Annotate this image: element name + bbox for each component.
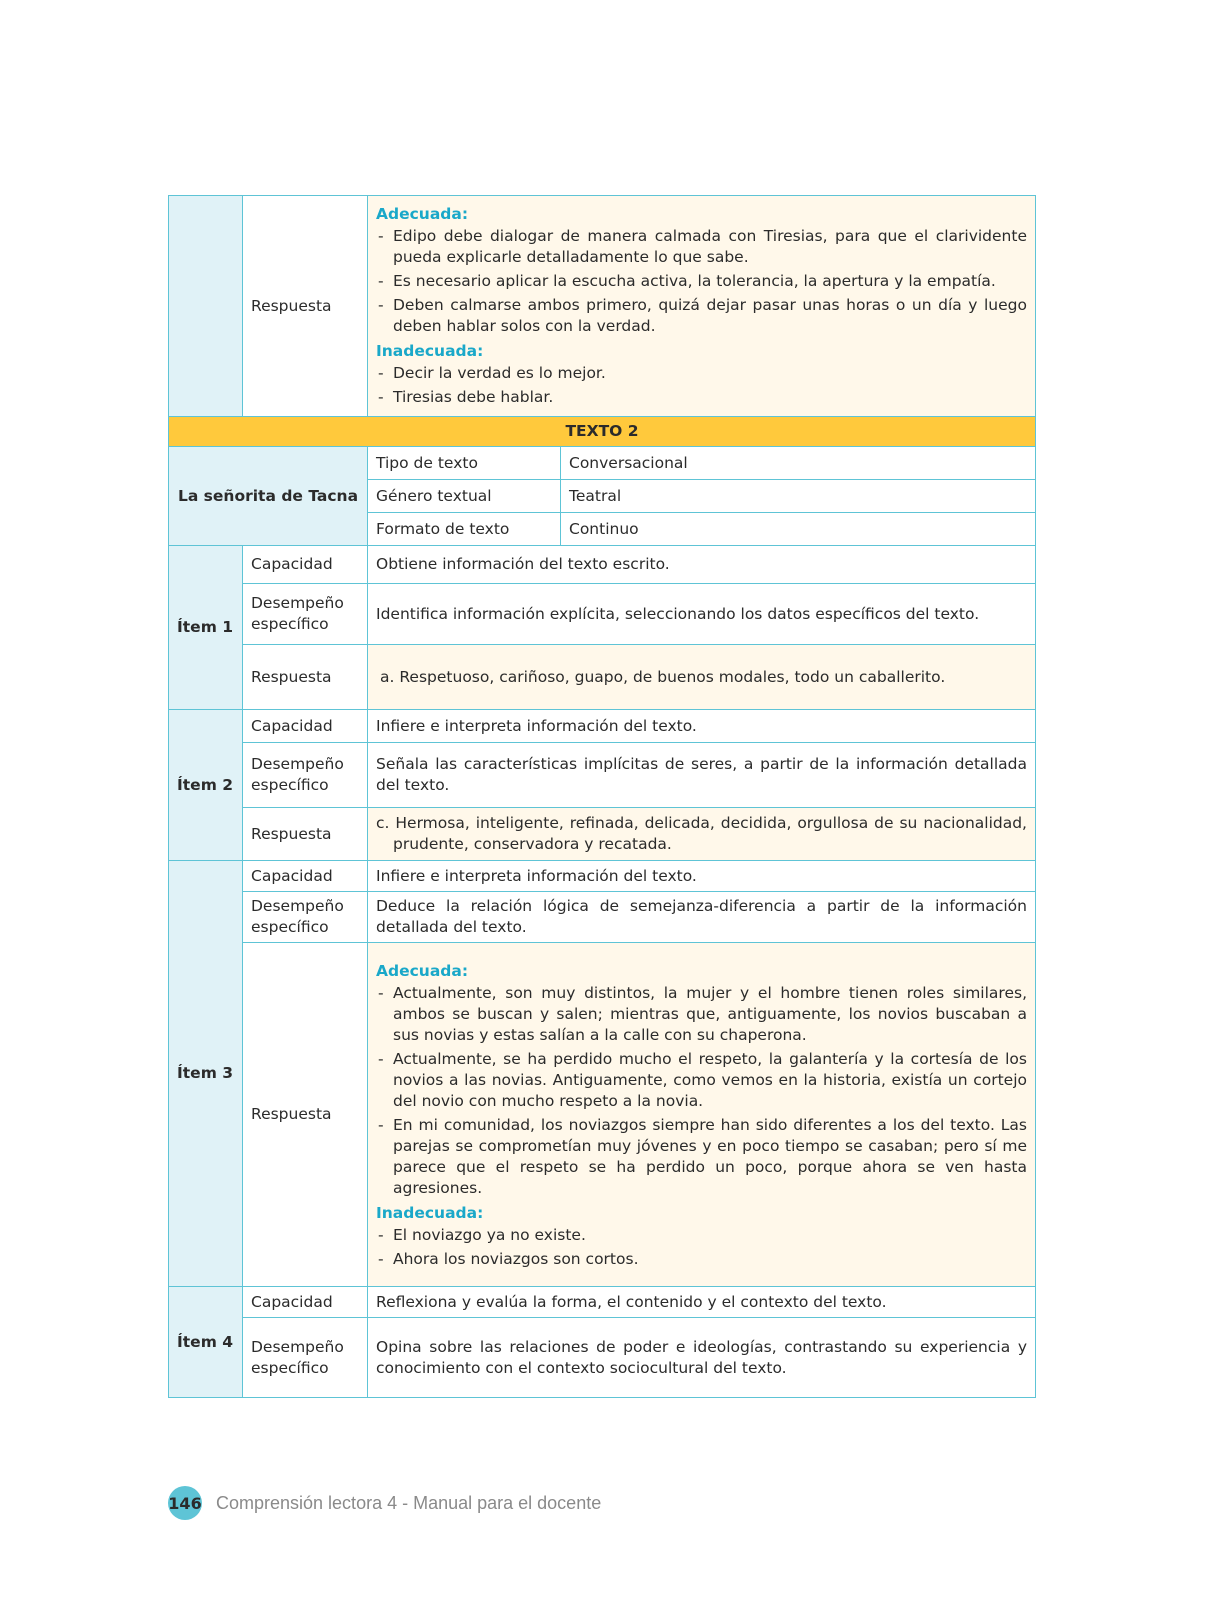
list-item: - Ahora los noviazgos son cortos.: [376, 1249, 1027, 1270]
respuesta-label: Respuesta: [243, 196, 368, 417]
evaluation-table: [168, 195, 1036, 1398]
desempeno-value: Identifica información explícita, seleccionando los datos específicos del texto.: [368, 584, 1036, 645]
section-title: TEXTO 2: [169, 417, 1036, 447]
desempeno-label: Desempeño específico: [243, 743, 368, 808]
inadequate-heading: Inadecuada:: [376, 342, 484, 360]
respuesta-value: a. Respetuoso, cariñoso, guapo, de buenos modales, todo un caballerito.: [368, 645, 1036, 710]
list-item: - Actualmente, se ha perdido mucho el respeto, la galantería y la cortesía de los novios a las novias. Antiguamente, como vemos en la historia, existía un cortejo del novio con mucho respeto a la novia.: [376, 1049, 1027, 1112]
item-2-label: Ítem 2: [169, 710, 243, 861]
desempeno-value: Señala las características implícitas de seres, a partir de la información detallada del texto.: [368, 743, 1036, 808]
list-item: - Actualmente, son muy distintos, la mujer y el hombre tienen roles similares, ambos se buscan y salen; mientras que, antiguamente, los novios buscaban a sus novias y estas salían a la calle con su chaperona.: [376, 983, 1027, 1046]
respuesta-value: [368, 943, 1036, 1287]
adequate-list: [376, 226, 1027, 337]
meta-label: Tipo de texto: [368, 447, 561, 480]
item-4-label: Ítem 4: [169, 1287, 243, 1398]
item-1-label: Ítem 1: [169, 546, 243, 710]
capacidad-label: Capacidad: [243, 1287, 368, 1318]
list-item: - Edipo debe dialogar de manera calmada con Tiresias, para que el clarividente pueda explicarle detalladamente lo que sabe.: [376, 226, 1027, 268]
list-item: - En mi comunidad, los noviazgos siempre han sido diferentes a los del texto. Las parejas se comprometían muy jóvenes y en poco tiempo se casaban; pero sí me parece que el respeto se ha perdido un poco, porque ahora se ven hasta agresiones.: [376, 1115, 1027, 1199]
meta-value: Continuo: [561, 513, 1036, 546]
desempeno-label: Desempeño específico: [243, 584, 368, 645]
adequate-list: [376, 983, 1027, 1199]
list-item: - Decir la verdad es lo mejor.: [376, 363, 1027, 384]
adequate-heading: Adecuada:: [376, 961, 469, 980]
adequate-heading: Adecuada:: [376, 205, 469, 223]
inadequate-list: [376, 363, 1027, 408]
text-title: La señorita de Tacna: [169, 447, 368, 546]
top-answer-cell: [368, 196, 1036, 417]
item-3-label: Ítem 3: [169, 861, 243, 1287]
capacidad-value: Obtiene información del texto escrito.: [368, 546, 1036, 584]
capacidad-value: Reflexiona y evalúa la forma, el contenido y el contexto del texto.: [368, 1287, 1036, 1318]
list-item: - El noviazgo ya no existe.: [376, 1225, 1027, 1246]
respuesta-value: [368, 808, 1036, 861]
respuesta-text: c. Hermosa, inteligente, refinada, delicada, decidida, orgullosa de su nacionalidad, prudente, conservadora y recatada.: [376, 814, 1027, 853]
book-title: Comprensión lectora 4 - Manual para el docente: [216, 1492, 602, 1513]
capacidad-value: Infiere e interpreta información del texto.: [368, 861, 1036, 892]
page-number: 146: [168, 1486, 202, 1520]
capacidad-value: Infiere e interpreta información del texto.: [368, 710, 1036, 743]
page-footer: [168, 1486, 601, 1520]
capacidad-label: Capacidad: [243, 710, 368, 743]
list-item: - Deben calmarse ambos primero, quizá dejar pasar unas horas o un día y luego deben hablar solos con la verdad.: [376, 295, 1027, 337]
meta-label: Género textual: [368, 480, 561, 513]
item-label-cell-empty: [169, 196, 243, 417]
desempeno-value: Opina sobre las relaciones de poder e ideologías, contrastando su experiencia y conocimiento con el contexto sociocultural del texto.: [368, 1318, 1036, 1398]
capacidad-label: Capacidad: [243, 861, 368, 892]
meta-value: Teatral: [561, 480, 1036, 513]
respuesta-label: Respuesta: [243, 645, 368, 710]
inadequate-list: [376, 1225, 1027, 1270]
list-item: - Es necesario aplicar la escucha activa, la tolerancia, la apertura y la empatía.: [376, 271, 1027, 292]
capacidad-label: Capacidad: [243, 546, 368, 584]
meta-value: Conversacional: [561, 447, 1036, 480]
desempeno-value: Deduce la relación lógica de semejanza-diferencia a partir de la información detallada del texto.: [368, 892, 1036, 943]
list-item: - Tiresias debe hablar.: [376, 387, 1027, 408]
desempeno-label: Desempeño específico: [243, 892, 368, 943]
inadequate-heading: Inadecuada:: [376, 1203, 484, 1222]
respuesta-label: Respuesta: [243, 943, 368, 1287]
respuesta-label: Respuesta: [243, 808, 368, 861]
desempeno-label: Desempeño específico: [243, 1318, 368, 1398]
meta-label: Formato de texto: [368, 513, 561, 546]
